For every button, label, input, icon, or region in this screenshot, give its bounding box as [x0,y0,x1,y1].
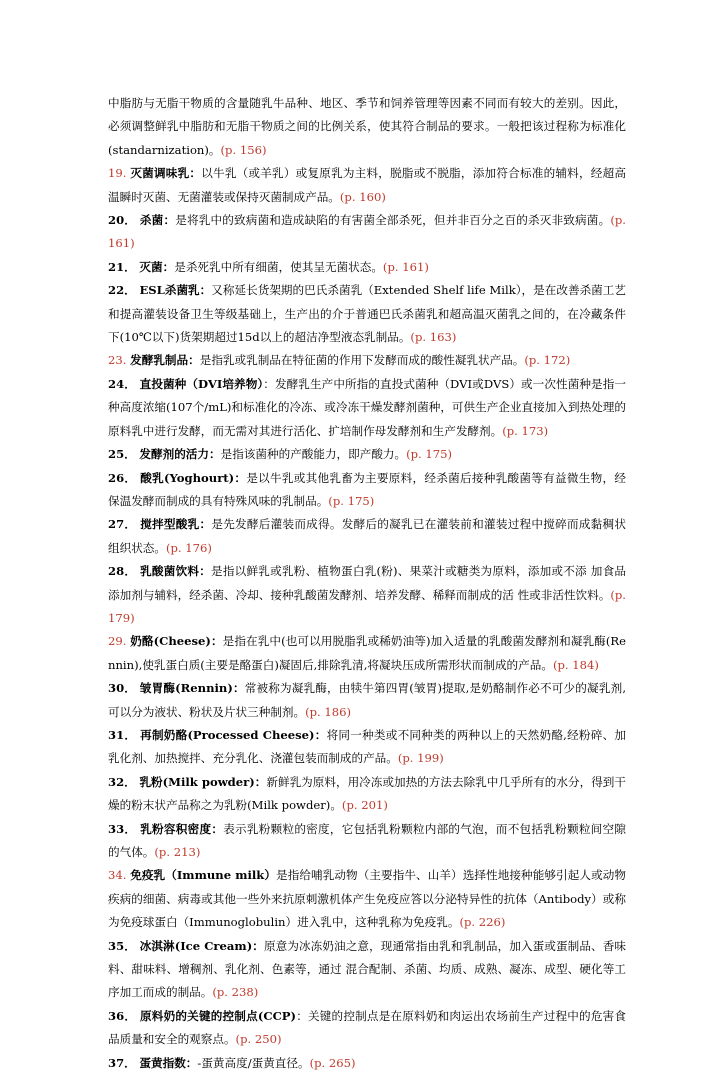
entry-term: 乳粉(Milk powder)： [139,774,267,789]
glossary-entry [108,771,626,818]
page-ref: (p. 179) [108,587,626,625]
intro-paragraph [108,92,626,162]
entry-number: 31． [108,727,137,742]
entry-term: 杀菌： [139,213,176,228]
entry-definition: 是指该菌种的产酸能力，即产酸力。 [220,447,407,462]
glossary-entry [108,818,626,865]
entry-term: ESL杀菌乳： [139,283,212,298]
entry-term: 再制奶酪(Processed Cheese)： [140,727,327,742]
entry-term: 灭菌调味乳： [130,166,202,181]
entry-number: 22． [108,283,136,298]
entry-number: 19. [108,166,127,181]
entry-term: 乳粉容积密度： [140,821,224,836]
glossary-entry [108,630,626,677]
entry-number: 28． [108,564,137,579]
entry-definition: 表示乳粉颗粒的密度，它包括乳粉颗粒内部的气泡，而不包括乳粉颗粒间空隙的气体。 [108,821,626,859]
entry-number: 26． [108,470,137,485]
entry-definition: 是指给哺乳动物（主要指牛、山羊）选择性地接种能够引起人或动物疾病的细菌、病毒或其他一些外来抗原刺激机体产生免疫应答以分泌特异性的抗体（Antibody）或称为免疫球蛋白（Immunoglobulin）进入乳中，这种乳称为免疫乳。 [108,868,626,930]
entry-number: 27． [108,517,137,532]
page-ref: (p. 238) [212,985,259,1000]
entry-definition: -蛋黄高度/蛋黄直径。 [197,1055,310,1070]
glossary-entry [108,279,626,349]
entry-definition: 是杀死乳中所有细菌，使其呈无菌状态。 [174,259,383,274]
entry-term: 直投菌种（DVI培养物） [139,376,264,391]
entry-definition: 以牛乳（或羊乳）或复原乳为主料，脱脂或不脱脂，添加符合标准的辅料，经超高温瞬时灭菌、无菌灌装或保持灭菌制成产品。 [108,166,626,204]
glossary-entry [108,935,626,1005]
glossary-entry [108,1005,626,1052]
page-ref: (p. 184) [552,657,599,672]
entry-term: 发酵剂的活力： [139,447,221,462]
glossary-entry [108,724,626,771]
page-ref: (p. 156) [220,142,267,157]
glossary-entry [108,513,626,560]
glossary-entry [108,677,626,724]
document-page [108,92,626,1075]
entry-definition: 是将乳中的致病菌和造成缺陷的有害菌全部杀死，但并非百分之百的杀灭非致病菌。 [175,213,611,228]
page-ref: (p. 173) [502,423,549,438]
glossary-entry [108,467,626,514]
entry-number: 32． [108,774,136,789]
glossary-entry [108,373,626,443]
entry-term: 搅拌型酸乳： [140,517,212,532]
entry-term: 原料奶的关键的控制点(CCP) [140,1008,297,1023]
page-ref: (p. 172) [524,353,571,368]
intro-text: 中脂肪与无脂干物质的含量随乳牛品种、地区、季节和饲养管理等因素不同而有较大的差别。因此，必须调整鲜乳中脂肪和无脂干物质之间的比例关系，使其符合制品的要求。一般把该过程称为标准化(standarnization)。 [108,96,626,157]
page-ref: (p. 176) [165,540,212,555]
page-ref: (p. 160) [339,189,386,204]
glossary-entry [108,162,626,209]
glossary-entry [108,256,626,279]
entry-definition: 常被称为凝乳酶，由犊牛第四胃(皱胃)提取,是奶酪制作必不可少的凝乳剂,可以分为液状、粉状及片状三种制剂。 [108,681,627,719]
glossary-entry [108,1052,626,1075]
entry-definition: 又称延长货架期的巴氏杀菌乳（Extended Shelf life Milk），是在改善杀菌工艺和提高灌装设备卫生等级基础上，生产出的介于普通巴氏杀菌乳和超高温灭菌乳之间的，在冷藏条件下(10℃以下)货架期超过15d以上的超洁净型液态乳制品。 [108,283,626,345]
entry-number: 29. [108,634,127,649]
entry-term: 蛋黄指数： [139,1055,198,1070]
page-ref: (p. 175) [328,493,375,508]
glossary-entry [108,209,626,256]
glossary-list [108,162,626,1075]
entry-term: 皱胃酶(Rennin)： [139,681,245,696]
page-ref: (p. 265) [309,1055,356,1070]
entry-term: 灭菌： [139,259,175,274]
page-ref: (p. 175) [406,447,453,462]
page-ref: (p. 201) [341,798,388,813]
entry-definition: 是指乳或乳制品在特征菌的作用下发酵而成的酸性凝乳状产品。 [199,353,525,368]
entry-number: 24． [108,376,136,391]
entry-number: 33． [108,821,137,836]
entry-definition: 是以牛乳或其他乳畜为主要原料，经杀菌后接种乳酸菌等有益微生物，经保温发酵而制成的具有特殊风味的乳制品。 [108,470,626,508]
entry-term: 免疫乳（Immune milk） [130,868,277,883]
entry-term: 发酵乳制品： [130,353,200,368]
entry-number: 20． [108,213,137,228]
glossary-entry [108,349,626,372]
entry-definition: 是先发酵后灌装而成得。发酵后的凝乳已在灌装前和灌装过程中搅碎而成黏稠状组织状态。 [108,517,626,555]
entry-number: 30． [108,681,137,696]
entry-definition: ：发酵乳生产中所指的直投式菌种（DVI或DVS）或一次性菌种是指一种高度浓缩(107个/mL)和标准化的冷冻、或冷冻干燥发酵剂菌种，可供生产企业直接加入到热处理的原料乳中进行发酵，而无需对其进行活化、扩培制作母发酵剂和生产发酵剂。 [108,376,626,438]
page-ref: (p. 250) [235,1032,282,1047]
entry-number: 36． [108,1008,137,1023]
glossary-entry [108,560,626,630]
entry-definition: ：关键的控制点是在原料奶和肉运出农场前生产过程中的危害食品质量和安全的观察点。 [108,1008,626,1047]
page-ref: (p. 163) [410,330,457,345]
page-ref: (p. 161) [108,213,626,251]
entry-definition: 是指在乳中(也可以用脱脂乳或稀奶油等)加入适量的乳酸菌发酵剂和凝乳酶(Rennin),使乳蛋白质(主要是酪蛋白)凝固后,排除乳清,将凝块压成所需形状而制成的产品。 [108,634,626,672]
entry-number: 37． [108,1055,136,1070]
page-ref: (p. 186) [305,704,352,719]
entry-term: 奶酪(Cheese)： [130,634,223,649]
entry-term: 酸乳(Yoghourt)： [140,470,247,485]
entry-number: 25． [108,447,136,462]
glossary-entry [108,864,626,934]
page-ref: (p. 213) [154,845,201,859]
entry-number: 21． [108,259,136,274]
entry-definition: 新鲜乳为原料，用冷冻或加热的方法去除乳中几乎所有的水分，得到干燥的粉末状产品称之为乳粉(Milk powder)。 [108,774,627,813]
page-ref: (p. 161) [382,259,429,274]
page-ref: (p. 199) [397,751,444,766]
entry-term: 乳酸菌饮料： [140,564,212,579]
entry-definition: 原意为冰冻奶油之意，现通常指由乳和乳制品，加入蛋或蛋制品、香味料、甜味料、增稠剂、乳化剂、色素等，通过 混合配制、杀菌、均质、成熟、凝冻、成型、硬化等工序加工而成的制品。 [108,938,626,1000]
entry-number: 23. [108,353,127,368]
entry-definition: 是指以鲜乳或乳粉、植物蛋白乳(粉)、果菜汁或糖类为原料，添加或不添 加食品添加剂与辅料，经杀菌、冷却、接种乳酸菌发酵剂、培养发酵、稀释而制成的活 性或非活性饮料。 [108,564,627,602]
entry-term: 冰淇淋(Ice Cream)： [139,938,264,953]
glossary-entry [108,443,626,466]
entry-number: 35． [108,938,136,953]
entry-number: 34. [108,868,127,883]
entry-definition: 将同一种类或不同种类的两种以上的天然奶酪,经粉碎、加乳化剂、加热搅拌、充分乳化、浇灌包装而制成的产品。 [108,727,626,766]
page-ref: (p. 226) [459,915,506,930]
